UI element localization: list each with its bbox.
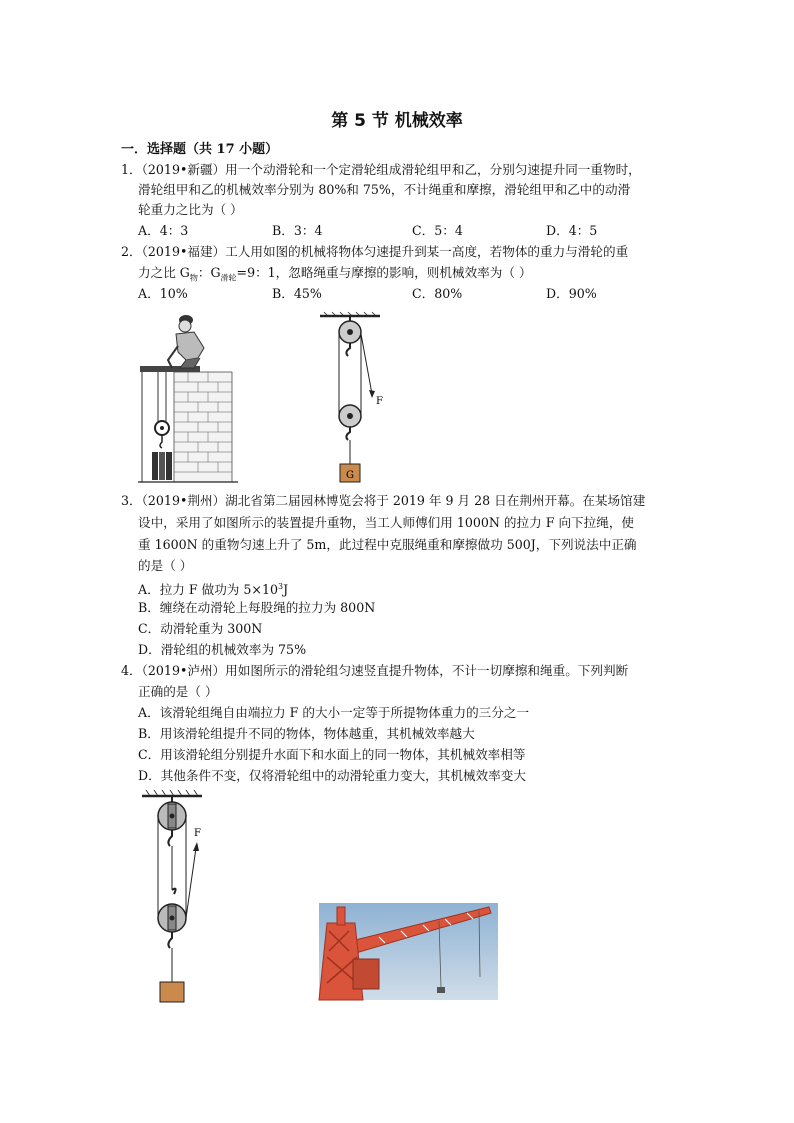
q3-line-2: 设中，采用了如图所示的装置提升重物，当工人师傅们用 1000N 的拉力 F 向下拉绳，使 — [138, 515, 635, 530]
q3-option-b: B．缠绕在动滑轮上每股绳的拉力为 800N — [138, 600, 376, 615]
q3-line-3: 重 1600N 的重物匀速上升了 5m，此过程中克服绳重和摩擦做功 500J，下列说法中正确 — [138, 537, 637, 552]
q1-option-a: A．4：3 — [138, 223, 189, 238]
q1-option-c: C．5：4 — [412, 223, 463, 238]
q1-line-2: 滑轮组甲和乙的机械效率分别为 80%和 75%，不计绳重和摩擦，滑轮组甲和乙中的动滑 — [138, 182, 631, 197]
q1-option-d: D．4：5 — [546, 223, 598, 238]
section-heading: 一．选择题（共 17 小题） — [121, 142, 279, 157]
worker-pulley-figure — [138, 310, 238, 485]
q4-option-b: B．用该滑轮组提升不同的物体，物体越重，其机械效率越大 — [138, 726, 475, 741]
q3-line-1: 3．（2019•荆州）湖北省第二届园林博览会将于 2019 年 9 月 28 日在荆州开幕。在某场馆建 — [121, 493, 646, 508]
q3-option-a: A．拉力 F 做功为 $5\times 10^3J$ — [138, 582, 289, 598]
q4-line-1: 4．（2019•泸州）用如图所示的滑轮组匀速竖直提升物体，不计一切摩擦和绳重。下列判断 — [121, 663, 629, 678]
q4-option-d: D．其他条件不变，仅将滑轮组中的动滑轮重力变大，其机械效率变大 — [138, 768, 526, 783]
label-F: F — [376, 396, 383, 407]
crane-photo — [319, 903, 498, 1000]
q1-line-3: 轮重力之比为（ ） — [138, 202, 243, 217]
q2-option-d: D．90% — [546, 286, 597, 301]
q4-option-a: A．该滑轮组绳自由端拉力 F 的大小一定等于所提物体重力的三分之一 — [138, 705, 530, 720]
q4-line-2: 正确的是（ ） — [138, 684, 218, 699]
q2-option-a: A．10% — [138, 286, 188, 301]
q1-option-b: B．3：4 — [272, 223, 323, 238]
q4-option-c: C．用该滑轮组分别提升水面下和水面上的同一物体，其机械效率相等 — [138, 747, 526, 762]
label-G: G — [346, 470, 354, 481]
q3-option-c: C．动滑轮重为 300N — [138, 621, 263, 636]
q3-line-4: 的是（ ） — [138, 558, 193, 573]
q2-option-c: C．80% — [412, 286, 463, 301]
pulley-diagram-q2 — [318, 312, 398, 484]
label-F-q4: F — [194, 828, 201, 839]
q2-line-2: 力之比 $G_物$：$G_{滑轮}=9$：1，忽略绳重与摩擦的影响，则机械效率为（ ） — [138, 265, 532, 283]
page-title: 第 5 节 机械效率 — [331, 111, 463, 131]
q3-option-d: D．滑轮组的机械效率为 75% — [138, 642, 307, 657]
pulley-diagram-q4 — [140, 790, 220, 1005]
q1-line-1: 1．（2019•新疆）用一个动滑轮和一个定滑轮组成滑轮组甲和乙，分别匀速提升同一重物时， — [121, 162, 641, 177]
q2-line-1: 2．（2019•福建）工人用如图的机械将物体匀速提升到某一高度，若物体的重力与滑轮的重 — [121, 244, 629, 259]
q2-option-b: B．45% — [272, 286, 322, 301]
